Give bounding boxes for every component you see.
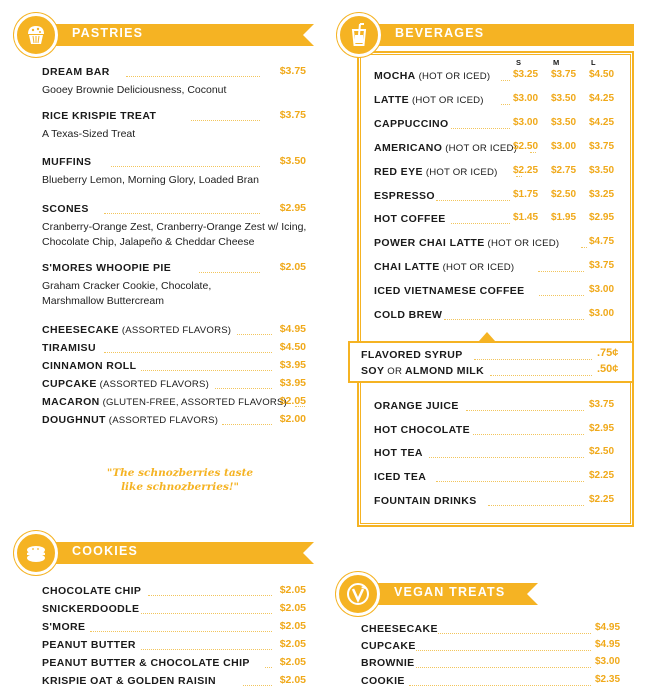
item-price: $2.00 bbox=[279, 413, 306, 425]
dot-leader bbox=[436, 481, 584, 482]
item-price: $3.00 bbox=[589, 308, 615, 319]
item-price: $4.95 bbox=[595, 622, 621, 633]
item-price: $2.05 bbox=[279, 674, 306, 686]
item-note: (HOT OR ICED) bbox=[487, 238, 560, 249]
item-name: CINNAMON ROLL bbox=[42, 360, 137, 372]
list-item bbox=[361, 623, 438, 636]
dot-leader bbox=[148, 595, 272, 596]
list-item bbox=[42, 378, 272, 391]
pastries-title: PASTRIES bbox=[72, 26, 144, 40]
list-item bbox=[42, 603, 139, 616]
item-name: COLD BREW bbox=[374, 309, 443, 321]
item-price: $2.05 bbox=[279, 584, 306, 596]
dot-leader bbox=[215, 388, 272, 389]
item-price: $2.35 bbox=[595, 674, 621, 685]
list-item bbox=[42, 675, 216, 688]
list-item bbox=[374, 309, 442, 322]
item-name: KRISPIE OAT & GOLDEN RAISIN bbox=[42, 675, 216, 687]
pastries-quote: "The schnozberries taste like schnozberries!" bbox=[106, 467, 254, 493]
item-name: ESPRESSO bbox=[374, 190, 435, 202]
item-price: $3.00 bbox=[595, 656, 621, 667]
vegan-badge bbox=[336, 572, 380, 616]
item-price: $3.75 bbox=[589, 260, 615, 271]
dot-leader bbox=[438, 633, 591, 634]
item-price: $3.75 bbox=[551, 69, 577, 80]
dot-leader bbox=[265, 667, 272, 668]
list-item bbox=[374, 424, 470, 437]
list-item bbox=[42, 585, 141, 598]
item-note: (ASSORTED FLAVORS) bbox=[108, 415, 219, 426]
item-price: $3.75 bbox=[279, 109, 306, 121]
cookies-title: COOKIES bbox=[72, 544, 139, 558]
list-item bbox=[374, 237, 559, 250]
addon-name: FLAVORED SYRUP bbox=[361, 349, 463, 361]
item-name: RED EYE bbox=[374, 166, 423, 178]
item-price: $2.95 bbox=[589, 212, 615, 223]
item-description: Blueberry Lemon, Morning Glory, Loaded Bran bbox=[42, 174, 259, 186]
vegan-header bbox=[336, 579, 636, 609]
dot-leader bbox=[141, 613, 272, 614]
item-note: (HOT OR ICED) bbox=[442, 262, 515, 273]
item-price: $2.50 bbox=[589, 446, 615, 457]
list-item bbox=[374, 94, 484, 107]
list-item bbox=[374, 142, 517, 155]
dot-leader bbox=[466, 410, 584, 411]
list-item bbox=[42, 342, 272, 355]
item-price: $2.05 bbox=[279, 638, 306, 650]
dot-leader bbox=[104, 213, 260, 214]
item-note: (HOT OR ICED) bbox=[411, 95, 484, 106]
item-name: PEANUT BUTTER & CHOCOLATE CHIP bbox=[42, 657, 250, 669]
dot-leader bbox=[141, 649, 272, 650]
dot-leader bbox=[111, 166, 260, 167]
list-item bbox=[42, 360, 272, 373]
size-header-large: L bbox=[591, 58, 596, 67]
item-price: $2.05 bbox=[279, 395, 306, 407]
item-name: SCONES bbox=[42, 203, 89, 215]
item-note: (HOT OR ICED) bbox=[445, 143, 517, 154]
addon-name: ALMOND MILK bbox=[405, 365, 485, 377]
beverages-header bbox=[337, 20, 637, 50]
item-price: $3.00 bbox=[589, 284, 615, 295]
list-item bbox=[374, 447, 423, 460]
dot-leader bbox=[237, 334, 272, 335]
cookie-sandwich-icon bbox=[22, 539, 50, 567]
item-price: $4.25 bbox=[589, 117, 615, 128]
item-price: $3.95 bbox=[279, 359, 306, 371]
item-note: (HOT OR ICED) bbox=[425, 167, 498, 178]
dot-leader bbox=[516, 176, 522, 177]
dot-leader bbox=[530, 152, 536, 153]
dot-leader bbox=[490, 375, 592, 376]
beverages-badge bbox=[337, 13, 381, 57]
dot-leader bbox=[416, 650, 591, 651]
item-name: ICED VIETNAMESE COFFEE bbox=[374, 285, 525, 297]
item-description: A Texas-Sized Treat bbox=[42, 128, 136, 140]
item-price: $3.75 bbox=[279, 65, 306, 77]
item-price: $3.95 bbox=[279, 377, 306, 389]
item-price: $2.25 bbox=[589, 470, 615, 481]
item-price: $2.25 bbox=[513, 165, 539, 176]
dot-leader bbox=[538, 271, 584, 272]
dot-leader bbox=[409, 685, 591, 686]
cookies-badge bbox=[14, 531, 58, 575]
item-price: $3.50 bbox=[589, 165, 615, 176]
item-price: $3.00 bbox=[513, 117, 539, 128]
list-item bbox=[361, 640, 416, 653]
list-item bbox=[374, 261, 514, 274]
pastries-badge bbox=[14, 13, 58, 57]
item-name: HOT COFFEE bbox=[374, 213, 446, 225]
item-name: RICE KRISPIE TREAT bbox=[42, 110, 157, 122]
list-item bbox=[374, 166, 498, 179]
item-note: (HOT OR ICED) bbox=[418, 71, 491, 82]
list-item bbox=[374, 70, 490, 83]
dot-leader bbox=[416, 667, 591, 668]
list-item bbox=[42, 657, 250, 670]
item-price: $3.75 bbox=[589, 399, 615, 410]
dot-leader bbox=[539, 295, 584, 296]
dot-leader bbox=[581, 247, 587, 248]
item-name: AMERICANO bbox=[374, 142, 443, 154]
dot-leader bbox=[444, 319, 584, 320]
item-price: $3.00 bbox=[551, 141, 577, 152]
item-name: MOCHA bbox=[374, 70, 416, 82]
item-name: MUFFINS bbox=[42, 156, 92, 168]
item-price: $2.50 bbox=[551, 189, 577, 200]
cookies-header bbox=[14, 538, 314, 568]
item-description: Gooey Brownie Deliciousness, Coconut bbox=[42, 84, 227, 96]
item-name: CHEESECAKE bbox=[361, 623, 438, 635]
item-name: S'MORES WHOOPIE PIE bbox=[42, 262, 172, 274]
item-price: $4.75 bbox=[589, 236, 615, 247]
item-name: POWER CHAI LATTE bbox=[374, 237, 485, 249]
item-price: $2.25 bbox=[589, 494, 615, 505]
size-header-small: S bbox=[516, 58, 522, 67]
dot-leader bbox=[501, 104, 510, 105]
item-name: DOUGHNUT bbox=[42, 414, 106, 426]
vegan-v-icon bbox=[344, 580, 372, 608]
dot-leader bbox=[451, 223, 510, 224]
dot-leader bbox=[473, 434, 584, 435]
dot-leader bbox=[141, 370, 272, 371]
item-name: HOT CHOCOLATE bbox=[374, 424, 470, 436]
addon-name: SOY bbox=[361, 365, 385, 377]
addon-connector: OR bbox=[387, 366, 403, 377]
item-name: TIRAMISU bbox=[42, 342, 96, 354]
item-name: CHOCOLATE CHIP bbox=[42, 585, 142, 597]
list-item bbox=[42, 414, 272, 427]
item-price: $1.95 bbox=[551, 212, 577, 223]
list-item bbox=[361, 657, 415, 670]
item-name: CUPCAKE bbox=[361, 640, 416, 652]
list-item bbox=[42, 639, 136, 652]
item-price: $3.50 bbox=[551, 93, 577, 104]
item-price: $3.25 bbox=[513, 69, 539, 80]
cup-with-straw-icon bbox=[345, 21, 373, 49]
size-header-medium: M bbox=[553, 58, 560, 67]
list-item bbox=[42, 324, 272, 337]
item-price: $2.05 bbox=[279, 656, 306, 668]
addon-price: .50¢ bbox=[597, 363, 619, 375]
dot-leader bbox=[488, 505, 585, 506]
dot-leader bbox=[429, 457, 584, 458]
item-price: $2.95 bbox=[279, 202, 306, 214]
item-price: $3.75 bbox=[589, 141, 615, 152]
addon-item bbox=[361, 349, 463, 362]
list-item bbox=[374, 400, 459, 413]
dot-leader bbox=[501, 80, 510, 81]
item-name: LATTE bbox=[374, 94, 410, 106]
dot-leader bbox=[243, 685, 272, 686]
item-price: $1.75 bbox=[513, 189, 539, 200]
addon-item bbox=[361, 365, 484, 378]
item-description: Graham Cracker Cookie, Chocolate, Marshmallow Buttercream bbox=[42, 280, 212, 307]
item-price: $4.50 bbox=[589, 69, 615, 80]
list-item bbox=[42, 621, 85, 634]
vegan-title: VEGAN TREATS bbox=[394, 585, 506, 599]
item-price: $4.25 bbox=[589, 93, 615, 104]
dot-leader bbox=[191, 120, 260, 121]
list-item bbox=[374, 471, 426, 484]
dot-leader bbox=[104, 352, 272, 353]
beverages-title: BEVERAGES bbox=[395, 26, 485, 40]
item-price: $2.95 bbox=[589, 423, 615, 434]
item-note: (ASSORTED FLAVORS) bbox=[99, 379, 209, 390]
item-name: MACARON bbox=[42, 396, 100, 408]
list-item bbox=[42, 396, 287, 409]
dot-leader bbox=[90, 631, 272, 632]
item-name: S'MORE bbox=[42, 621, 86, 633]
item-price: $4.95 bbox=[595, 639, 621, 650]
addon-price: .75¢ bbox=[597, 347, 619, 359]
dot-leader bbox=[474, 359, 592, 360]
item-price: $3.50 bbox=[551, 117, 577, 128]
item-description: Cranberry-Orange Zest, Cranberry-Orange Zest w/ Icing, Chocolate Chip, Jalapeño & Cheddar Cheese bbox=[42, 221, 307, 248]
item-name: ICED TEA bbox=[374, 471, 427, 483]
dot-leader bbox=[199, 272, 260, 273]
item-price: $3.50 bbox=[279, 155, 306, 167]
item-name: DREAM BAR bbox=[42, 66, 110, 78]
list-item bbox=[374, 118, 449, 131]
item-note: (GLUTEN-FREE, ASSORTED FLAVORS) bbox=[102, 397, 287, 408]
addon-arrow bbox=[479, 332, 495, 341]
item-price: $2.05 bbox=[279, 261, 306, 273]
item-name: PEANUT BUTTER bbox=[42, 639, 136, 651]
muffin-icon bbox=[22, 21, 50, 49]
item-price: $2.05 bbox=[279, 620, 306, 632]
item-price: $3.00 bbox=[513, 93, 539, 104]
item-note: (ASSORTED FLAVORS) bbox=[121, 325, 232, 336]
item-name: ORANGE JUICE bbox=[374, 400, 459, 412]
item-name: CAPPUCCINO bbox=[374, 118, 449, 130]
item-price: $2.05 bbox=[279, 602, 306, 614]
list-item bbox=[374, 495, 477, 508]
dot-leader bbox=[126, 76, 260, 77]
item-name: HOT TEA bbox=[374, 447, 423, 459]
item-price: $3.25 bbox=[589, 189, 615, 200]
item-price: $1.45 bbox=[513, 212, 539, 223]
item-price: $2.75 bbox=[551, 165, 577, 176]
item-name: CHAI LATTE bbox=[374, 261, 440, 273]
item-price: $4.95 bbox=[279, 323, 306, 335]
dot-leader bbox=[451, 128, 510, 129]
list-item bbox=[361, 675, 405, 688]
item-name: FOUNTAIN DRINKS bbox=[374, 495, 477, 507]
pastries-header bbox=[14, 20, 314, 50]
list-item bbox=[374, 285, 525, 298]
item-name: BROWNIE bbox=[361, 657, 415, 669]
item-name: CHEESECAKE bbox=[42, 324, 119, 336]
item-name: COOKIE bbox=[361, 675, 405, 687]
item-name: CUPCAKE bbox=[42, 378, 97, 390]
dot-leader bbox=[436, 200, 510, 201]
list-item bbox=[374, 213, 446, 226]
dot-leader bbox=[222, 424, 272, 425]
item-price: $4.50 bbox=[279, 341, 306, 353]
list-item bbox=[374, 190, 435, 203]
item-name: SNICKERDOODLE bbox=[42, 603, 140, 615]
item-price: $2.50 bbox=[513, 141, 539, 152]
